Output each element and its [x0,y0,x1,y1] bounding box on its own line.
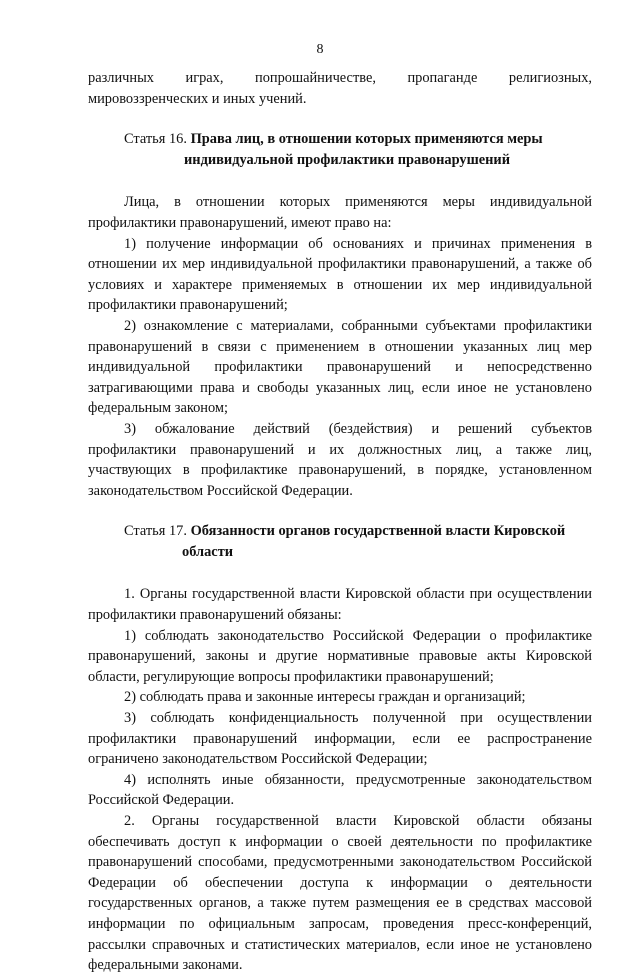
article-17-title-line2: области [182,543,234,560]
article-17-part-1-lead: 1. Органы государственной власти Кировской области при осуществлении профилактики правонарушений обязаны: [88,586,592,624]
article-16-title-line2: индивидуальной профилактики правонарушений [184,151,510,168]
article-17-part-1-item-2: 2) соблюдать права и законные интересы граждан и организаций; [124,689,526,706]
article-16-item-3: 3) обжалование действий (бездействия) и решений субъектов профилактики правонарушений и их должностных лиц, а также лиц, участвующих в профилактике правонарушений, в порядке, установленном законодательством Российской Федерации. [88,420,592,499]
article-16-item-2: 2) ознакомление с материалами, собранными субъектами профилактики правонарушений в связи с применением в отношении указанных лиц мер индивидуальной профилактики правонарушений и непосредственно затрагивающими права и свободы указанных лиц, если иное не установлено федеральным законом; [88,317,592,417]
document-body [88,68,592,976]
article-16-label: Статья 16. [124,131,187,148]
article-17-part-2: 2. Органы государственной власти Кировской области обязаны обеспечивать доступ к информации о своей деятельности по профилактике правонарушений способами, предусмотренными законодательством Российской Федерации об обеспечении доступа к информации о деятельности государственных органов, а также путем размещения ее в средствах массовой информации по официальным запросам, проведения пресс-конференций, рассылки справочных и статистических материалов, если иное не установлено федеральными законами. [88,813,592,974]
article-16-lead: Лица, в отношении которых применяются меры индивидуальной профилактики правонарушений, имеют право на: [88,194,592,231]
article-17-part-1-item-3: 3) соблюдать конфиденциальность полученной при осуществлении профилактики правонарушений информации, если ее распространение ограничено законодательством Российской Федерации; [88,710,592,768]
intro-paragraph: различных играх, попрошайничестве, пропаганде религиозных, мировоззренческих и иных учений. [88,70,592,107]
article-17-label: Статья 17. [124,523,187,540]
article-16-title-line1: Права лиц, в отношении которых применяются меры [190,131,543,148]
article-17-part-1-item-4: 4) исполнять иные обязанности, предусмотренные законодательством Российской Федерации. [88,771,592,809]
article-17-heading [88,521,592,562]
page-number: 8 [316,42,324,57]
article-16-heading [88,129,592,170]
article-17-part-1-item-1: 1) соблюдать законодательство Российской Федерации о профилактике правонарушений, законы и другие нормативные правовые акты Кировской области, регулирующие вопросы профилактики правонарушений; [88,627,592,685]
article-17-title-line1: Обязанности органов государственной власти Кировской [190,523,566,540]
article-16-item-1: 1) получение информации об основаниях и причинах применения в отношении их мер индивидуальной профилактики правонарушений, а также об условиях и характере применяемых в отношении их мер индивидуальной профилактики правонарушений; [88,235,592,314]
